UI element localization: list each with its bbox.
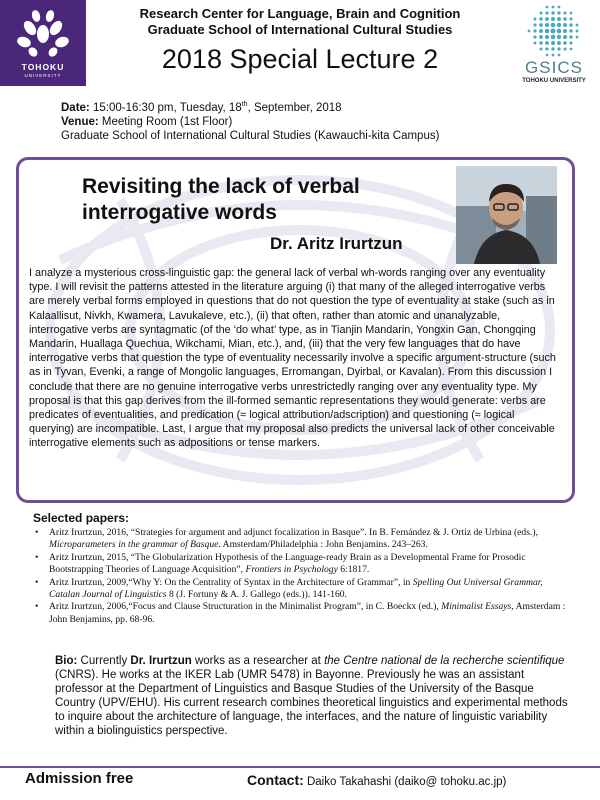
- dot-globe-icon: [514, 4, 594, 58]
- bio-name: Dr. Irurtzun: [130, 655, 192, 667]
- logo-wordmark: TOHOKU: [21, 62, 65, 72]
- footer-divider: [0, 766, 600, 768]
- paper-source: Minimalist Essays: [441, 601, 512, 613]
- venue-label: Venue:: [61, 115, 99, 128]
- lecture-title: Revisiting the lack of verbal interrogative words: [82, 175, 360, 224]
- speaker-name: Dr. Aritz Irurtzun: [270, 234, 403, 253]
- paper-list: [33, 527, 573, 626]
- date-label: Date:: [61, 101, 90, 114]
- paper-details: . Amsterdam/Philadelphia : John Benjamins. 243–263.: [218, 539, 428, 551]
- paper-details: 6:1817.: [337, 564, 370, 576]
- tohoku-university-logo: [0, 0, 86, 86]
- lecture-abstract: I analyze a mysterious cross-linguistic gap: the general lack of verbal wh-words ranging over any eventuality type. I will revisit the patterns attested in the literature arguing (i) that many of the alleged interrogative verbs are merely verbal forms employed in questions that do not question the type of eventuality at stake (such as in Kalaallisut, Nivkh, Kwamera, Lavukaleve, etc.), (ii) that often, rather than atomic and unanalyzable, interrogative verbs are syntagmatic (of the ‘do what’ type, as in Tianjin Mandarin, Yongxin Gan, Chongqing Mandarin, Huallaga Quechua, Wikchami, Mian, etc.), and, (iii) that the very few languages that do have interrogative verbs that question the type of eventuality necessarily involve a specific argument-structure (such as in Tyvan, Evenki, a range of Mongolic languages, Erromangan, Dyirbal, or Kavalan). From this discussion I conclude that there are no genuine interrogative verbs unrestrictedly ranging over any eventuality type. My proposal is that this gap derives from the ill-formed semantic representations they would generate: verbs are predicates of eventualities, and predication (≈ logical attribution/adscription) and questioning (≈ logical querying) are incompatible. Last, I argue that my proposal also predicts the universal lack of other conceivable interrogative elements such as adpositions or tense markers.: [29, 267, 556, 450]
- list-item: [33, 601, 573, 626]
- list-item: [33, 577, 573, 602]
- graduate-school-name: Graduate School of International Cultural Studies: [147, 22, 453, 37]
- venue-value: Meeting Room (1st Floor): [98, 115, 233, 128]
- bio-text: works as a researcher at: [191, 655, 325, 667]
- contact-label: Contact:: [247, 772, 304, 788]
- bio-text: Currently: [77, 655, 131, 667]
- gsics-wordmark: GSICS: [525, 58, 583, 77]
- bio-label: Bio:: [55, 655, 78, 667]
- date-line: [61, 98, 439, 115]
- list-item: [33, 552, 573, 577]
- paper-source: Microparameters in the grammar of Basque: [49, 539, 219, 551]
- date-value: 15:00-16:30 pm, Tuesday, 18: [89, 101, 242, 114]
- paper-details: , Amsterdam : John Benjamins, pp. 68-96.: [49, 601, 566, 625]
- logo-subtitle: UNIVERSITY: [24, 73, 62, 78]
- paper-source: Frontiers in Psychology: [245, 564, 338, 576]
- paper-text: Aritz Irurtzun, 2006,“Focus and Clause Structuration in the Minimalist Program”, in C. Boeckx (ed.),: [49, 601, 442, 613]
- paper-details: 8 (J. Fortuny & A. J. Gallego (eds.)). 141-160.: [166, 589, 347, 601]
- paper-text: Aritz Irurtzun, 2015, “The Globularization Hypothesis of the Language-ready Brain as a Developmental Frame for Prosodic Bootstrapping Theories of Language Acquisition”,: [49, 551, 526, 576]
- bio-text: (CNRS). He works at the IKER Lab (UMR 5478) in Bayonne. Previously he was an assistant professor at the Department of Linguistics and Basque Studies of the University of the Basque Country (UPV/EHU). His current research combines theoretical linguistics and experimental methods to inquire about the architecture of language, the interfaces, and the nature of linguistic variability within a biolinguistics perspective.: [55, 669, 568, 738]
- venue-detail: Graduate School of International Cultural Studies (Kawauchi-kita Campus): [61, 129, 440, 142]
- paper-text: Aritz Irurtzun, 2016, “Strategies for argument and adjunct focalization in Basque”. In B. Fernández & J. Ortiz de Urbina (eds.),: [49, 527, 538, 538]
- speaker-photo: [456, 166, 557, 264]
- gsics-subtitle: TOHOKU UNIVERSITY: [522, 78, 586, 84]
- gsics-logo: [514, 4, 594, 88]
- contact-value: Daiko Takahashi (daiko@ tohoku.ac.jp): [303, 776, 507, 788]
- paper-text: Aritz Irurtzun, 2009,“Why Y: On the Centrality of Syntax in the Architecture of Grammar”, in: [49, 576, 413, 588]
- event-info: [61, 98, 439, 143]
- venue-line: [61, 115, 439, 129]
- speaker-bio: [55, 654, 575, 739]
- contact-info: [247, 772, 506, 788]
- date-month-year: , September, 2018: [247, 101, 342, 114]
- research-center-name: Research Center for Language, Brain and Cognition: [139, 6, 461, 21]
- list-item: [33, 527, 573, 552]
- selected-papers-heading: Selected papers:: [33, 511, 130, 525]
- admission-note: Admission free: [25, 770, 134, 787]
- date-suffix: th: [241, 101, 248, 108]
- page-title: 2018 Special Lecture 2: [161, 44, 439, 74]
- paper-source: Spelling Out Universal Grammar, Catalan Journal of Linguistics: [49, 576, 543, 601]
- bio-institution: the Centre national de la recherche scientifique: [324, 655, 565, 667]
- crest-icon: [0, 2, 86, 62]
